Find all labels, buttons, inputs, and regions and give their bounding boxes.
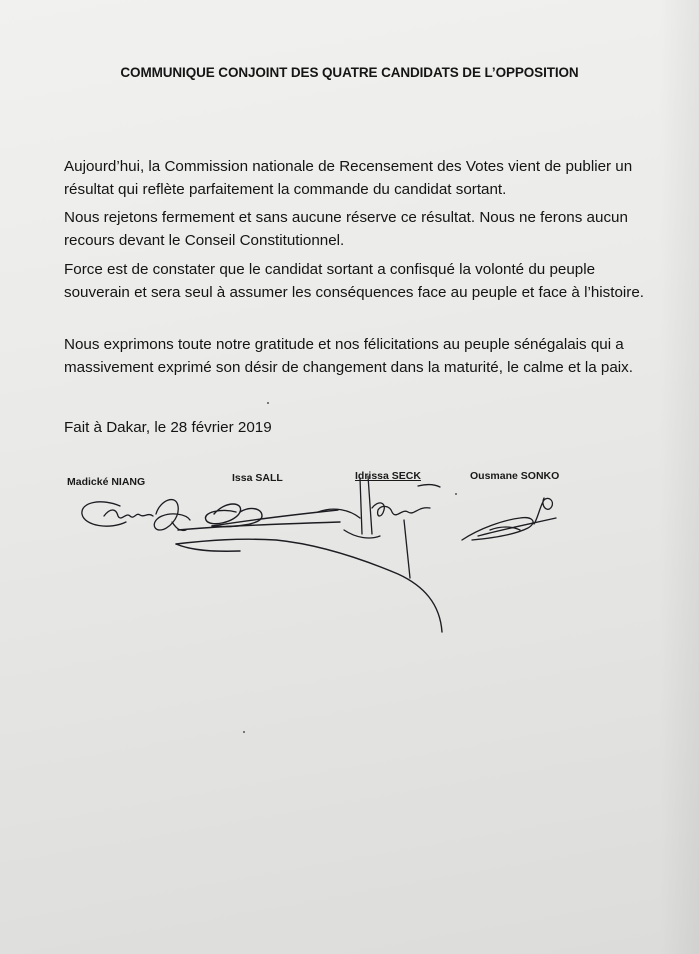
document-title: COMMUNIQUE CONJOINT DES QUATRE CANDIDATS DE L’OPPOSITION (120, 65, 579, 80)
signatory-name-1: Madické NIANG (67, 476, 146, 488)
paragraph-4: Nous exprimons toute notre gratitude et nos félicitations au peuple sénégalais qui a massivement exprimé son désir de changement dans la maturité, le calme et la paix. (64, 336, 633, 376)
place-date: Fait à Dakar, le 28 février 2019 (64, 419, 272, 436)
paper-speck (455, 493, 457, 495)
signature-4 (462, 498, 556, 540)
paper-speck (267, 402, 269, 404)
paragraph-1: Aujourd’hui, la Commission nationale de Recensement des Votes vient de publier un résultat qui reflète parfaitement la commande du candidat sortant. (64, 158, 633, 198)
signature-3 (318, 476, 440, 578)
signatory-name-2: Issa SALL (232, 472, 283, 484)
signatory-name-3: Idrissa SECK (355, 470, 421, 482)
signature-1 (82, 500, 190, 531)
paper-speck (243, 731, 245, 733)
paragraph-3: Force est de constater que le candidat sortant a confisqué la volonté du peuple souverain et sera seul à assumer les conséquences face au peuple et face à l’histoire. (64, 261, 644, 301)
signatory-name-4: Ousmane SONKO (470, 470, 560, 482)
paragraph-2: Nous rejetons fermement et sans aucune réserve ce résultat. Nous ne ferons aucun recours devant le Conseil Constitutionnel. (64, 209, 628, 249)
signature-2 (176, 504, 442, 632)
